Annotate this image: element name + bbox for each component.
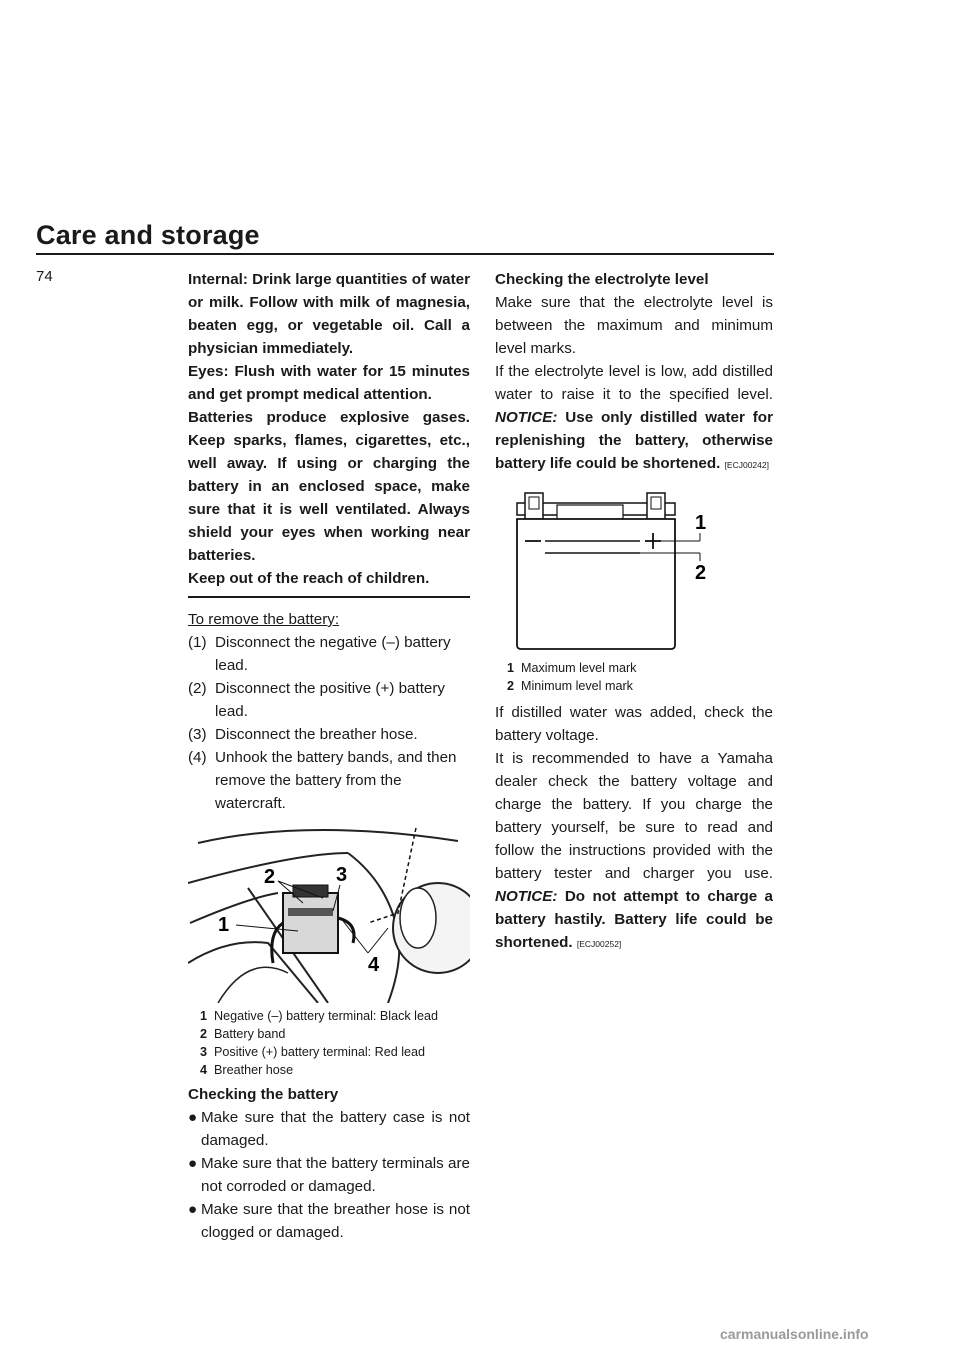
right-column xyxy=(495,268,773,956)
bullet-item: ● Make sure that the battery terminals are not corroded or damaged. xyxy=(188,1152,470,1198)
caption-row: 2 Minimum level mark xyxy=(507,679,633,693)
notice-text: Use only distilled water for replenishing the battery, otherwise battery life could be shortened. xyxy=(495,409,773,472)
electrolyte-para-1: Make sure that the electrolyte level is between the maximum and minimum level marks. xyxy=(495,294,773,357)
remove-steps xyxy=(188,631,470,815)
figure1-label: 3 xyxy=(336,864,348,886)
caption-row: 3 Positive (+) battery terminal: Red lead xyxy=(200,1045,426,1059)
electrolyte-heading: Checking the electrolyte level xyxy=(495,271,709,288)
notice-label: NOTICE: xyxy=(495,888,558,905)
warning-block xyxy=(188,268,470,590)
figure1-label: 4 xyxy=(368,954,380,976)
dealer-para: It is recommended to have a Yamaha dealer check the battery voltage and charge the battery. If you charge the battery yourself, be sure to read and follow the instructions provided with the battery tester and charger you use. NOTICE: Do not attempt to charge a battery hastily. Battery life could be shortened. [ECJ00252] xyxy=(495,750,773,951)
caption-row: 1 Negative (–) battery terminal: Black lead xyxy=(200,1009,438,1023)
figure1-label: 1 xyxy=(218,914,230,936)
notice-code: [ECJ00242] xyxy=(724,460,769,470)
check-bullets xyxy=(188,1106,470,1244)
caption-row: 4 Breather hose xyxy=(200,1063,294,1077)
figure2-label: 2 xyxy=(695,562,707,584)
notice-code: [ECJ00252] xyxy=(576,939,622,949)
bullet-dot-icon: ● xyxy=(188,1155,198,1172)
figure2-caption xyxy=(495,659,773,695)
caption-row: 1 Maximum level mark xyxy=(507,661,637,675)
bullet-dot-icon: ● xyxy=(188,1201,198,1218)
battery-compartment-figure xyxy=(188,823,470,1003)
warning-rule xyxy=(188,596,470,598)
step-item: (1) Disconnect the negative (–) battery lead. xyxy=(188,634,451,674)
step-item: (4) Unhook the battery bands, and then remove the battery from the watercraft. xyxy=(188,749,457,812)
warning-eyes: Eyes: Flush with water for 15 minutes and get prompt medical attention. xyxy=(188,363,470,403)
warning-children: Keep out of the reach of children. xyxy=(188,570,430,587)
left-column xyxy=(188,268,470,1244)
step-item: (2) Disconnect the positive (+) battery lead. xyxy=(188,680,446,720)
bullet-item: ● Make sure that the battery case is not damaged. xyxy=(188,1106,470,1152)
page-number: 74 xyxy=(36,268,53,285)
title-rule xyxy=(36,253,774,255)
warning-internal: Internal: Drink large quantities of water or milk. Follow with milk of magnesia, beaten egg, or vegetable oil. Call a physician immediately. xyxy=(188,271,470,357)
watermark: carmanualsonline.info xyxy=(720,1326,869,1342)
remove-battery-heading: To remove the battery: xyxy=(188,611,340,628)
check-battery-heading: Checking the battery xyxy=(188,1086,339,1103)
bullet-dot-icon: ● xyxy=(188,1109,198,1126)
step-item: (3) Disconnect the breather hose. xyxy=(188,726,418,743)
figure1-caption xyxy=(188,1007,470,1079)
notice-label: NOTICE: xyxy=(495,409,558,426)
page-title: Care and storage xyxy=(36,220,260,250)
notice-text: Do not attempt to charge a battery hastily. Battery life could be shortened. xyxy=(495,888,773,951)
voltage-para: If distilled water was added, check the battery voltage. xyxy=(495,704,773,744)
bullet-item: ● Make sure that the breather hose is not clogged or damaged. xyxy=(188,1198,470,1244)
electrolyte-para-2: If the electrolyte level is low, add distilled water to raise it to the specified level. NOTICE: Use only distilled water for replenishing the battery, otherwise battery life could be shortened. [ECJ00242] xyxy=(495,363,773,472)
figure2-label: 1 xyxy=(695,512,707,534)
caption-row: 2 Battery band xyxy=(200,1027,286,1041)
figure1-label: 2 xyxy=(264,866,276,888)
battery-level-figure xyxy=(495,485,773,655)
warning-gases: Batteries produce explosive gases. Keep sparks, flames, cigarettes, etc., well away. If using or charging the battery in an enclosed space, make sure that it is well ventilated. Always shield your eyes when working near batteries. xyxy=(188,409,470,564)
